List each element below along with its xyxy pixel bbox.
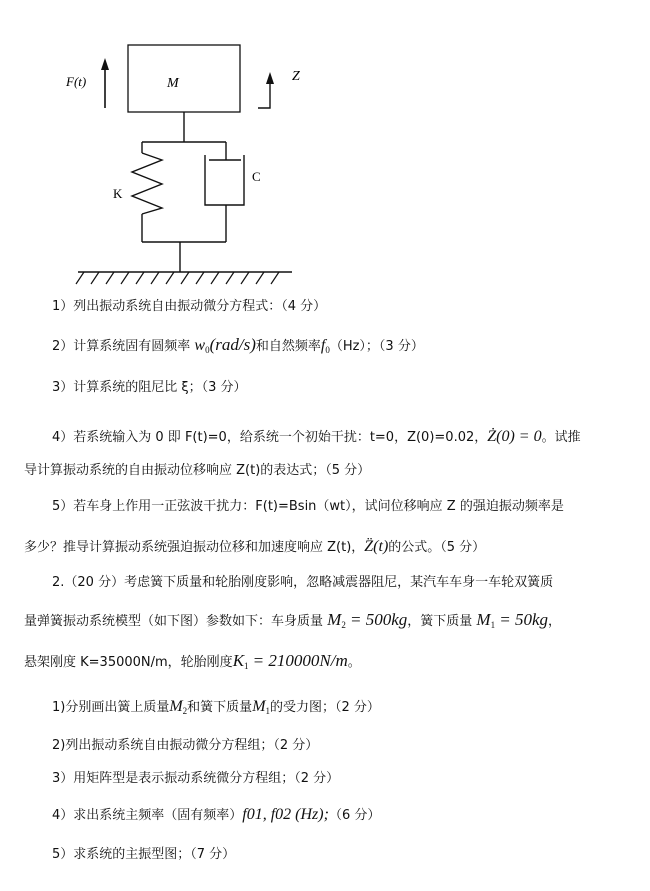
p1-question-4-line-1 bbox=[52, 428, 581, 447]
p1-q2-unit: (rad/s) bbox=[209, 335, 256, 354]
p2-intro-M1-sub: 1 bbox=[490, 620, 496, 630]
displacement-arrow bbox=[258, 72, 274, 108]
p1-question-3: 3）计算系统的阻尼比 ξ；（3 分） bbox=[52, 380, 247, 395]
p2-intro-M1: M bbox=[476, 610, 491, 629]
p2-q1-text-a: 1)分别画出簧上质量 bbox=[52, 700, 170, 715]
p2-intro-line-2 bbox=[24, 611, 561, 634]
p2-intro-M2: M bbox=[327, 610, 342, 629]
p2-q1-M2-sub: 2 bbox=[182, 706, 188, 716]
p1-question-1: 1）列出振动系统自由振动微分方程式：（4 分） bbox=[52, 299, 327, 314]
p2-q1-text-b: 和簧下质量 bbox=[187, 700, 253, 715]
p2-question-5: 5）求系统的主振型图；（7 分） bbox=[52, 847, 236, 862]
p2-q1-M1-sub: 1 bbox=[265, 706, 271, 716]
mass-block bbox=[128, 45, 240, 112]
p1-question-5-line-2 bbox=[24, 538, 485, 557]
ground bbox=[76, 272, 292, 284]
p1-question-4-line-2: 导计算振动系统的自由振动位移响应 Z(t)的表达式；（5 分） bbox=[24, 463, 371, 478]
p2-q4-text-b: （6 分） bbox=[328, 808, 381, 823]
force-label: F(t) bbox=[66, 74, 87, 89]
p1-q2-text-b: 和自然频率 bbox=[255, 339, 321, 354]
p2-intro-text-2: ，簧下质量 bbox=[407, 614, 473, 629]
p2-q1-M2: M bbox=[169, 698, 183, 715]
p1-q2-text-a: 2）计算系统固有圆频率 bbox=[52, 339, 195, 354]
p2-intro-text-1: 量弹簧振动系统模型（如下图）参数如下：车身质量 bbox=[24, 614, 324, 629]
force-arrow bbox=[101, 58, 109, 108]
p1-q5-acceleration: Z̈(t) bbox=[364, 538, 389, 555]
p2-intro-text-3: ， bbox=[548, 614, 562, 629]
p2-q1-M1: M bbox=[252, 698, 266, 715]
p2-q4-text-a: 4）求出系统主频率（固有频率） bbox=[52, 808, 243, 823]
p2-intro-K1-sub: 1 bbox=[244, 661, 249, 671]
p2-intro-K1: K bbox=[232, 651, 245, 670]
p2-intro-K1-value: = 210000N/m bbox=[252, 651, 348, 670]
p2-intro-line-1: 2.（20 分）考虑簧下质量和轮胎刚度影响，忽略减震器阻尼，某汽车车身一车轮双簧质 bbox=[52, 575, 554, 590]
damper-label: C bbox=[252, 169, 261, 184]
p1-q4-text-a: 4）若系统输入为 0 即 F(t)=0，给系统一个初始干扰：t=0，Z(0)=0.02， bbox=[52, 430, 488, 445]
p1-question-2 bbox=[52, 336, 424, 359]
p1-q4-text-b: 。试推 bbox=[541, 430, 581, 445]
p1-q2-f: f bbox=[320, 337, 326, 354]
p2-intro-M1-value: = 50kg bbox=[499, 610, 548, 629]
p1-question-5-line-1: 5）若车身上作用一正弦波干扰力：F(t)=Bsin（wt），试问位移响应 Z 的强迫振动频率是 bbox=[52, 499, 564, 514]
spring-label: K bbox=[113, 186, 123, 201]
p2-q1-text-c: 的受力图；（2 分） bbox=[270, 700, 380, 715]
p1-q4-initial-velocity: Ż(0) = 0 bbox=[487, 428, 542, 445]
p2-intro-M2-value: = 500kg bbox=[349, 610, 408, 629]
p1-q2-f-sub: 0 bbox=[325, 345, 330, 355]
p2-question-2: 2)列出振动系统自由振动微分方程组；（2 分） bbox=[52, 738, 319, 753]
p1-q5-text-c: 的公式。（5 分） bbox=[388, 540, 486, 555]
p2-intro-line-3 bbox=[24, 652, 361, 675]
p2-q4-frequencies: f01, f02 (Hz); bbox=[242, 806, 329, 823]
spring-mass-damper-diagram bbox=[0, 0, 320, 290]
damper bbox=[205, 142, 244, 242]
p2-question-1 bbox=[52, 698, 380, 720]
p1-q2-text-c: （Hz）；（3 分） bbox=[329, 339, 424, 354]
p2-intro-text-4: 悬架刚度 K=35000N/m，轮胎刚度 bbox=[24, 655, 233, 670]
p1-q2-w: w bbox=[194, 337, 206, 354]
p2-intro-M2-sub: 2 bbox=[341, 620, 346, 630]
spring bbox=[132, 142, 162, 242]
p2-intro-text-5: 。 bbox=[347, 655, 361, 670]
p1-q5-text-b: 多少？推导计算振动系统强迫振动位移和加速度响应 Z(t)， bbox=[24, 540, 365, 555]
p1-q2-w-sub: 0 bbox=[205, 345, 210, 355]
p2-question-3: 3）用矩阵型是表示振动系统微分方程组；（2 分） bbox=[52, 771, 340, 786]
mass-label: M bbox=[167, 76, 179, 91]
displacement-label: Z bbox=[292, 69, 300, 84]
p2-question-4 bbox=[52, 806, 380, 825]
